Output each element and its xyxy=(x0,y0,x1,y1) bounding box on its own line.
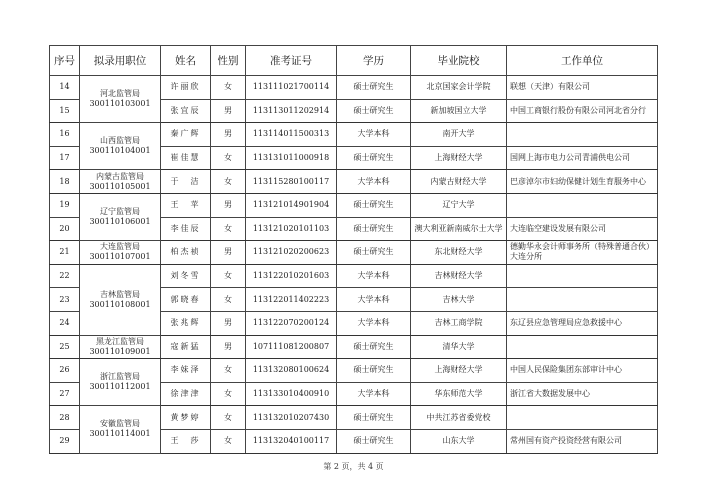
employer: 德勤华永会计师事务所（特殊普通合伙）大连分所 xyxy=(507,241,658,265)
employer xyxy=(507,193,658,217)
candidate-gender: 女 xyxy=(211,429,246,453)
row-no: 19 xyxy=(50,193,80,217)
row-no: 24 xyxy=(50,311,80,335)
position-code: 300110114001 xyxy=(89,429,151,439)
employer: 大连临空建设发展有限公司 xyxy=(507,217,658,241)
exam-id: 113121014901904 xyxy=(246,193,337,217)
header-no: 序号 xyxy=(50,46,80,76)
candidate-name: 李佳辰 xyxy=(161,217,211,241)
candidate-gender: 女 xyxy=(211,288,246,312)
admission-list-table xyxy=(49,45,658,454)
row-no: 20 xyxy=(50,217,80,241)
candidate-name: 徐津津 xyxy=(161,382,211,406)
employer: 东辽县应急管理局应急救援中心 xyxy=(507,311,658,335)
position-name: 内蒙古监管局 xyxy=(96,171,144,181)
exam-id: 113115280100117 xyxy=(246,170,337,194)
candidate-name: 柏杰祯 xyxy=(161,241,211,265)
school: 东北财经大学 xyxy=(411,241,507,265)
exam-id: 113132010207430 xyxy=(246,406,337,430)
header-degree: 学历 xyxy=(337,46,411,76)
position-cell xyxy=(80,335,161,359)
school: 新加坡国立大学 xyxy=(411,99,507,123)
school: 清华大学 xyxy=(411,335,507,359)
table-row xyxy=(50,193,658,217)
row-no: 16 xyxy=(50,123,80,147)
school: 华东师范大学 xyxy=(411,382,507,406)
exam-id: 113122070200124 xyxy=(246,311,337,335)
school: 辽宁大学 xyxy=(411,193,507,217)
employer: 浙江省大数据发展中心 xyxy=(507,382,658,406)
candidate-name: 李妹泽 xyxy=(161,359,211,383)
row-no: 28 xyxy=(50,406,80,430)
candidate-gender: 女 xyxy=(211,359,246,383)
exam-id: 113114011500313 xyxy=(246,123,337,147)
school: 上海财经大学 xyxy=(411,359,507,383)
position-name: 河北监管局 xyxy=(100,89,140,99)
school: 吉林大学 xyxy=(411,288,507,312)
position-code: 300110108001 xyxy=(89,299,151,309)
school: 上海财经大学 xyxy=(411,146,507,170)
position-cell xyxy=(80,193,161,240)
position-cell xyxy=(80,241,161,265)
table-row xyxy=(50,76,658,100)
position-code: 300110112001 xyxy=(89,382,151,392)
candidate-name: 刘冬雪 xyxy=(161,264,211,288)
row-no: 26 xyxy=(50,359,80,383)
candidate-name: 秦广辉 xyxy=(161,123,211,147)
candidate-gender: 女 xyxy=(211,264,246,288)
degree: 大学本科 xyxy=(337,170,411,194)
employer: 常州国有资产投资经营有限公司 xyxy=(507,429,658,453)
candidate-gender: 女 xyxy=(211,146,246,170)
table-row xyxy=(50,335,658,359)
school: 吉林财经大学 xyxy=(411,264,507,288)
position-cell xyxy=(80,170,161,194)
candidate-name: 于 洁 xyxy=(161,170,211,194)
position-code: 300110105001 xyxy=(89,181,151,191)
candidate-name: 黄梦婷 xyxy=(161,406,211,430)
exam-id: 113131011000918 xyxy=(246,146,337,170)
candidate-name: 张宜辰 xyxy=(161,99,211,123)
row-no: 25 xyxy=(50,335,80,359)
school: 吉林工商学院 xyxy=(411,311,507,335)
header-employer: 工作单位 xyxy=(507,46,658,76)
degree: 硕士研究生 xyxy=(337,146,411,170)
position-cell xyxy=(80,264,161,335)
candidate-name: 寇新猛 xyxy=(161,335,211,359)
candidate-gender: 女 xyxy=(211,406,246,430)
exam-id: 113121020200623 xyxy=(246,241,337,265)
row-no: 15 xyxy=(50,99,80,123)
position-name: 大连监管局 xyxy=(100,242,140,252)
degree: 大学本科 xyxy=(337,288,411,312)
position-cell xyxy=(80,123,161,170)
degree: 大学本科 xyxy=(337,264,411,288)
exam-id: 113122010201603 xyxy=(246,264,337,288)
school: 内蒙古财经大学 xyxy=(411,170,507,194)
row-no: 27 xyxy=(50,382,80,406)
candidate-name: 王 莎 xyxy=(161,429,211,453)
candidate-gender: 女 xyxy=(211,170,246,194)
position-name: 辽宁监管局 xyxy=(100,207,140,217)
table-row xyxy=(50,406,658,430)
employer xyxy=(507,288,658,312)
degree: 大学本科 xyxy=(337,382,411,406)
candidate-name: 张兆辉 xyxy=(161,311,211,335)
position-code: 300110109001 xyxy=(89,346,151,356)
position-name: 吉林监管局 xyxy=(100,289,140,299)
employer xyxy=(507,335,658,359)
employer: 中国人民保险集团东部审计中心 xyxy=(507,359,658,383)
table-row xyxy=(50,264,658,288)
header-position: 拟录用职位 xyxy=(80,46,161,76)
exam-id: 113132040100117 xyxy=(246,429,337,453)
candidate-gender: 男 xyxy=(211,335,246,359)
candidate-name: 郭晓春 xyxy=(161,288,211,312)
row-no: 14 xyxy=(50,76,80,100)
row-no: 18 xyxy=(50,170,80,194)
header-row xyxy=(50,46,658,76)
candidate-name: 许丽欣 xyxy=(161,76,211,100)
exam-id: 113133010400910 xyxy=(246,382,337,406)
row-no: 23 xyxy=(50,288,80,312)
position-cell xyxy=(80,359,161,406)
position-name: 黑龙江监管局 xyxy=(96,336,144,346)
exam-id: 107111081200807 xyxy=(246,335,337,359)
employer: 联想（天津）有限公司 xyxy=(507,76,658,100)
exam-id: 113113011202914 xyxy=(246,99,337,123)
school: 南开大学 xyxy=(411,123,507,147)
header-gender: 性别 xyxy=(211,46,246,76)
degree: 硕士研究生 xyxy=(337,193,411,217)
school: 澳大利亚新南威尔士大学 xyxy=(411,217,507,241)
position-name: 安徽监管局 xyxy=(100,419,140,429)
degree: 硕士研究生 xyxy=(337,429,411,453)
table-row xyxy=(50,123,658,147)
employer xyxy=(507,123,658,147)
employer: 巴彦淖尔市妇幼保健计划生育服务中心 xyxy=(507,170,658,194)
school: 中共江苏省委党校 xyxy=(411,406,507,430)
row-no: 22 xyxy=(50,264,80,288)
candidate-gender: 男 xyxy=(211,99,246,123)
header-name: 姓名 xyxy=(161,46,211,76)
exam-id: 113132080100624 xyxy=(246,359,337,383)
candidate-gender: 女 xyxy=(211,382,246,406)
candidate-gender: 男 xyxy=(211,123,246,147)
exam-id: 113111021700114 xyxy=(246,76,337,100)
position-code: 300110107001 xyxy=(89,252,151,262)
page-number-footer: 第 2 页，共 4 页 xyxy=(323,462,384,471)
position-code: 300110103001 xyxy=(89,99,151,109)
degree: 硕士研究生 xyxy=(337,217,411,241)
candidate-name: 王 苹 xyxy=(161,193,211,217)
header-exam-id: 准考证号 xyxy=(246,46,337,76)
degree: 硕士研究生 xyxy=(337,241,411,265)
degree: 硕士研究生 xyxy=(337,99,411,123)
candidate-gender: 男 xyxy=(211,311,246,335)
candidate-gender: 男 xyxy=(211,193,246,217)
position-cell xyxy=(80,76,161,123)
position-name: 山西监管局 xyxy=(100,136,140,146)
candidate-gender: 女 xyxy=(211,217,246,241)
school: 北京国家会计学院 xyxy=(411,76,507,100)
degree: 大学本科 xyxy=(337,311,411,335)
candidate-gender: 男 xyxy=(211,241,246,265)
degree: 硕士研究生 xyxy=(337,359,411,383)
exam-id: 113122011402223 xyxy=(246,288,337,312)
table-row xyxy=(50,170,658,194)
position-code: 300110104001 xyxy=(89,146,151,156)
employer xyxy=(507,264,658,288)
row-no: 29 xyxy=(50,429,80,453)
employer: 国网上海市电力公司青浦供电公司 xyxy=(507,146,658,170)
header-school: 毕业院校 xyxy=(411,46,507,76)
degree: 硕士研究生 xyxy=(337,335,411,359)
row-no: 17 xyxy=(50,146,80,170)
degree: 大学本科 xyxy=(337,123,411,147)
school: 山东大学 xyxy=(411,429,507,453)
position-code: 300110106001 xyxy=(89,217,151,227)
position-name: 浙江监管局 xyxy=(100,372,140,382)
employer xyxy=(507,406,658,430)
table-row xyxy=(50,359,658,383)
exam-id: 113121020101103 xyxy=(246,217,337,241)
row-no: 21 xyxy=(50,241,80,265)
table-row xyxy=(50,241,658,265)
employer: 中国工商银行股份有限公司河北省分行 xyxy=(507,99,658,123)
candidate-gender: 女 xyxy=(211,76,246,100)
degree: 硕士研究生 xyxy=(337,406,411,430)
degree: 硕士研究生 xyxy=(337,76,411,100)
candidate-name: 崔佳慧 xyxy=(161,146,211,170)
position-cell xyxy=(80,406,161,453)
